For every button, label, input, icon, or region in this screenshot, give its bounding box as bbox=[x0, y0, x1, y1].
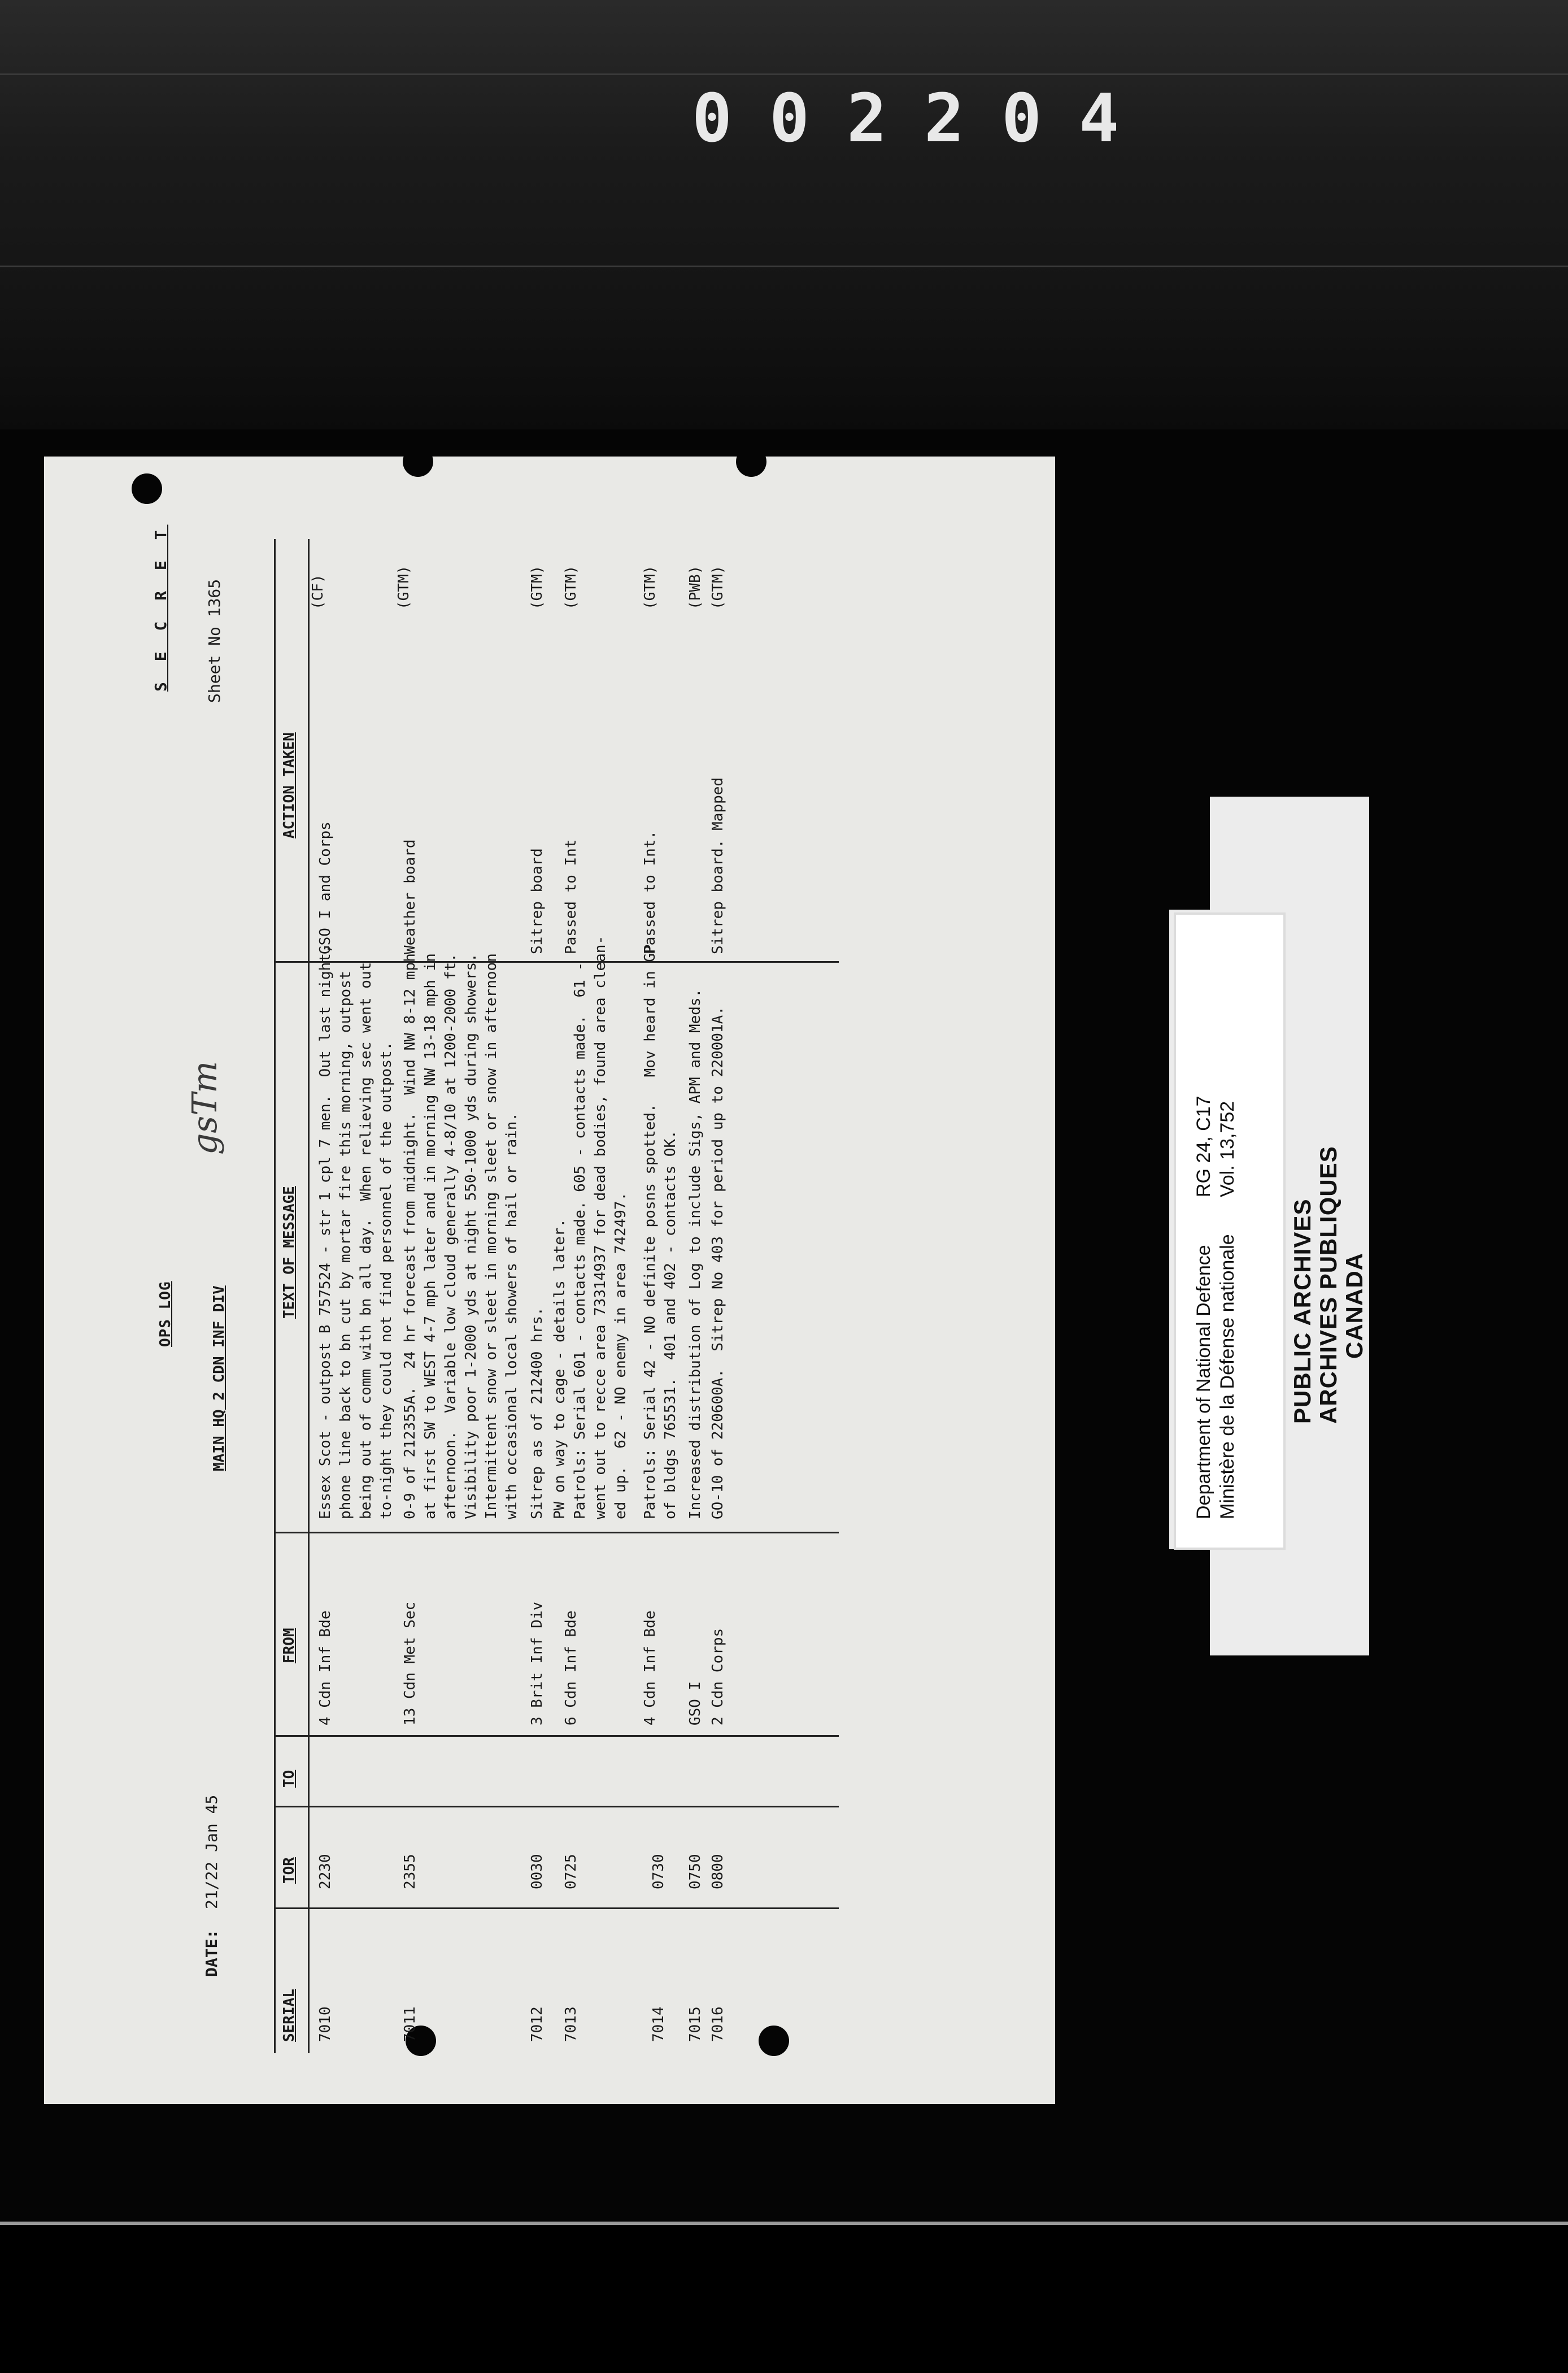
film-scratch-line bbox=[0, 73, 1568, 75]
archive-reference-card bbox=[1174, 912, 1286, 1550]
microfilm-top-band bbox=[0, 0, 1568, 429]
film-scratch-line bbox=[0, 266, 1568, 267]
handwritten-initials: gsTm bbox=[185, 1061, 225, 1155]
tor-cell: 2230 bbox=[317, 1854, 334, 1889]
column-rule bbox=[274, 1907, 839, 1909]
classification-stamp: S E C R E T bbox=[151, 524, 170, 692]
date-value: 21/22 Jan 45 bbox=[202, 1794, 221, 1909]
sheet-number: Sheet No 1365 bbox=[205, 579, 224, 703]
tor-cell: 2355 bbox=[402, 1854, 419, 1889]
header-rule bbox=[308, 539, 310, 2053]
from-cell: 6 Cdn Inf Bde bbox=[563, 1610, 580, 1726]
action-cell: Sitrep board. Mapped bbox=[709, 777, 726, 954]
from-cell: 4 Cdn Inf Bde bbox=[317, 1610, 334, 1726]
action-cell: GSO I and Corps bbox=[317, 822, 334, 954]
action-initials: (GTM) bbox=[642, 565, 659, 610]
action-initials: (GTM) bbox=[395, 565, 412, 610]
col-header-action: ACTION TAKEN bbox=[281, 732, 298, 838]
tor-cell: 0030 bbox=[529, 1854, 546, 1889]
action-initials: (GTM) bbox=[529, 565, 546, 610]
message-cell: Patrols: Serial 42 - NO definite posns spotted. Mov heard in GP of bldgs 765531. 401 and 402 - contacts OK. bbox=[642, 944, 679, 1519]
message-cell: Sitrep as of 212400 hrs. bbox=[529, 1307, 546, 1519]
canada-label: CANADA bbox=[1341, 1253, 1367, 1359]
department-fr: Ministère de la Défense nationale bbox=[1217, 1234, 1238, 1519]
col-header-serial: SERIAL bbox=[281, 1989, 298, 2042]
col-header-to: TO bbox=[281, 1770, 298, 1788]
action-cell: Sitrep board bbox=[529, 848, 546, 954]
date-label: DATE: bbox=[202, 1929, 221, 1977]
log-title: OPS LOG bbox=[157, 1281, 174, 1347]
action-initials: (PWB) bbox=[687, 565, 704, 610]
serial-cell: 7013 bbox=[563, 2006, 580, 2042]
punch-hole bbox=[736, 457, 766, 477]
col-header-from: FROM bbox=[281, 1628, 298, 1663]
ops-log-page bbox=[44, 457, 1055, 2104]
action-initials: (GTM) bbox=[709, 565, 726, 610]
public-archives-label: PUBLIC ARCHIVES bbox=[1289, 1198, 1316, 1424]
record-group: RG 24, C17 bbox=[1193, 1096, 1214, 1197]
column-rule bbox=[274, 1735, 839, 1737]
header-rule bbox=[274, 539, 276, 2053]
column-rule bbox=[274, 1532, 839, 1533]
microfilm-bottom-band bbox=[0, 2226, 1568, 2373]
department-en: Department of National Defence bbox=[1193, 1245, 1214, 1519]
serial-cell: 7015 bbox=[687, 2006, 704, 2042]
tor-cell: 0750 bbox=[687, 1854, 704, 1889]
frame-number: 002204 bbox=[692, 79, 1157, 157]
film-edge-line bbox=[0, 2222, 1568, 2225]
action-initials: (CF) bbox=[310, 574, 326, 610]
serial-cell: 7011 bbox=[402, 2006, 419, 2042]
serial-cell: 7016 bbox=[709, 2006, 726, 2042]
from-cell: 4 Cdn Inf Bde bbox=[642, 1610, 659, 1726]
unit-title: MAIN HQ 2 CDN INF DIV bbox=[211, 1285, 228, 1471]
from-cell: 13 Cdn Met Sec bbox=[402, 1601, 419, 1726]
punch-hole bbox=[403, 457, 433, 477]
action-cell: Passed to Int. bbox=[642, 830, 659, 954]
message-cell: Increased distribution of Log to include Sigs, APM and Meds. bbox=[687, 988, 704, 1519]
log-table bbox=[245, 539, 866, 2053]
ops-log-sheet bbox=[44, 457, 1055, 2104]
col-header-text: TEXT OF MESSAGE bbox=[281, 1186, 298, 1319]
tor-cell: 0730 bbox=[650, 1854, 667, 1889]
tor-cell: 0725 bbox=[563, 1854, 580, 1889]
serial-cell: 7012 bbox=[529, 2006, 546, 2042]
volume-number: Vol. 13,752 bbox=[1217, 1101, 1238, 1197]
archives-publiques-label: ARCHIVES PUBLIQUES bbox=[1315, 1146, 1341, 1424]
from-cell: 2 Cdn Corps bbox=[709, 1628, 726, 1726]
from-cell: 3 Brit Inf Div bbox=[529, 1601, 546, 1726]
column-rule bbox=[274, 1806, 839, 1807]
message-cell: PW on way to cage - details later. Patrols: Serial 601 - contacts made. 605 - contacts made. 61 - went out to recce area 73314937 for dead bodies, found area clean- ed up. 62 - NO enemy in area 742497. bbox=[551, 935, 629, 1519]
archive-reference-text bbox=[1176, 915, 1283, 1548]
col-header-tor: TOR bbox=[281, 1857, 298, 1884]
from-cell: GSO I bbox=[687, 1681, 704, 1726]
action-cell: Passed to Int bbox=[563, 839, 580, 954]
tor-cell: 0800 bbox=[709, 1854, 726, 1889]
message-cell: Essex Scot - outpost B 757524 - str 1 cpl 7 men. Out last night, phone line back to bn cut by mortar fire this morning, outpost being out of comm with bn all day. When relieving sec went out to-night they could not find personnel of the outpost. bbox=[317, 944, 395, 1519]
action-cell: Weather board bbox=[402, 839, 419, 954]
serial-cell: 7010 bbox=[317, 2006, 334, 2042]
serial-cell: 7014 bbox=[650, 2006, 667, 2042]
action-initials: (GTM) bbox=[563, 565, 580, 610]
message-cell: 0-9 of 212355A. 24 hr forecast from midnight. Wind NW 8-12 mph at first SW to WEST 4-7 mph later and in morning NW 13-18 mph in afternoon. Variable low cloud generally 4-8/10 at 1200-2000 ft. Visibility poor 1-2000 yds at night 550-1000 yds during showers. Intermittent snow or sleet in morning sleet or snow in afternoon with occasional local showers of hail or rain. bbox=[402, 953, 520, 1519]
message-cell: GO-10 of 220600A. Sitrep No 403 for period up to 220001A. bbox=[709, 1006, 726, 1519]
punch-hole bbox=[132, 473, 162, 504]
